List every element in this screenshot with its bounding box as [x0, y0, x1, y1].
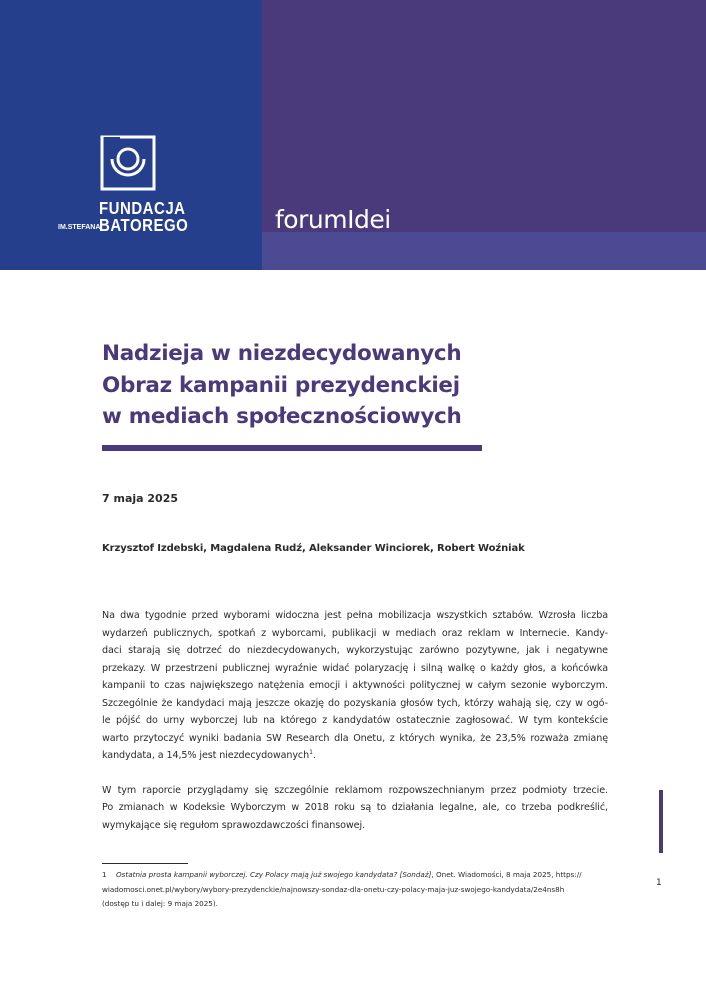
paragraph-1-line: warto przytoczyć wyniki badania SW Research dla Onetu, z których wynika, że 23,5% rozważa zmianę: [102, 732, 608, 744]
paragraph-1-line: le pójść do urny wyborczej lub na którego z kandydatów ostatecznie zagłosować. W tym kontekście: [102, 715, 608, 726]
report-title: [102, 338, 602, 433]
header-banner-strip: [262, 232, 706, 270]
page-number: 1: [656, 878, 662, 888]
footnote-access-date: (dostęp tu i dalej: 9 maja 2025).: [102, 899, 218, 908]
title-underline: [102, 445, 482, 451]
footnote: [102, 868, 612, 912]
paragraph-1-last-line: kandydata, a 14,5% jest niezdecydowanych$^1$.: [102, 748, 316, 761]
title-line-2: Obraz kampanii prezydenckiej: [102, 372, 460, 398]
paragraph-2-line: Po zmianach w Kodeksie Wyborczym w 2018 roku są to działania legalne, ale, co trzeba podkreślić,: [102, 802, 608, 813]
paragraph-2-line: wymykające się regułom sprawozdawczości finansowej.: [102, 819, 365, 831]
authors: Krzysztof Izdebski, Magdalena Rudź, Aleksander Winciorek, Robert Woźniak: [102, 543, 525, 554]
paragraph-1-line: Szczególnie że kandydaci mają jeszcze okazję do pozyskania głosów tych, którzy wahają się, czy w ogó-: [102, 697, 608, 709]
publication-date: 7 maja 2025: [102, 492, 179, 505]
fundacja-logo-icon: [100, 135, 156, 191]
logo-line-batorego: BATOREGO: [99, 215, 189, 236]
footnote-source-title: Ostatnia prosta kampanii wyborczej. Czy Polacy mają już swojego kandydata? [Sondaż]: [116, 870, 432, 879]
footnote-reference[interactable]: 1: [309, 748, 313, 756]
logo-line-fundacja: FUNDACJA: [99, 198, 186, 219]
footnote-separator: [102, 863, 188, 864]
header-banner-purple: [262, 0, 706, 232]
title-line-1: Nadzieja w niezdecydowanych: [102, 341, 462, 366]
paragraph-1-line: kampanii to czas największego natężenia emocji i aktywności politycznej w całym sezonie wyborczym.: [102, 680, 608, 691]
paragraph-2-line: W tym raporcie przyglądamy się szczególnie reklamom rozpowszechnianym przez podmioty trzecie.: [102, 784, 608, 796]
body-text: [102, 607, 608, 834]
title-line-3: w mediach społecznościowych: [102, 404, 462, 429]
footnote-url[interactable]: wiadomosci.onet.pl/wybory/wybory-prezydenckie/najnowszy-sondaz-dla-onetu-czy-polacy-maja-juz-swojego-kandydata/2e4ns8h: [102, 884, 565, 894]
paragraph-1-line: przekazy. W przestrzeni publicznej wyraźnie widać polaryzację i silną walkę o każdy głos, a końcówka: [102, 662, 608, 674]
footnote-source-info: , Onet. Wiadomości, 8 maja 2025, https://: [431, 870, 582, 879]
paragraph-1-line: wydarzeń publicznych, spotkań z wyborcami, publikacji w mediach oraz reklam w Internecie. Kandy-: [102, 627, 608, 639]
side-accent-bar: [659, 790, 663, 853]
logo-im-stefana: IM.STEFANA: [58, 224, 101, 231]
paragraph-1-line: Na dwa tygodnie przed wyborami widoczna jest pełna mobilizacja wszystkich sztabów. Wzrosła liczba: [102, 610, 608, 621]
series-name: forumIdei: [275, 205, 391, 234]
paragraph-1-line: daci starają się dotrzeć do niezdecydowanych, wykorzystując zarówno pozytywne, jak i negatywne: [102, 645, 608, 656]
footnote-number: 1: [102, 870, 107, 879]
paragraph-1-line-text: kandydata, a 14,5% jest niezdecydowanych: [102, 750, 310, 761]
